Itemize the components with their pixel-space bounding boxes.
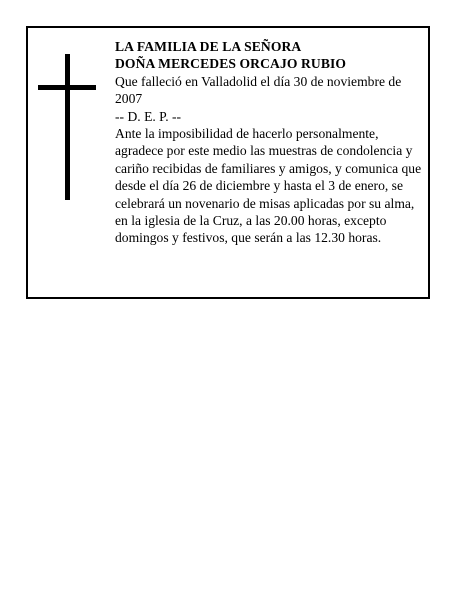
notice-dep: -- D. E. P. -- bbox=[115, 108, 182, 124]
notice-text bbox=[115, 38, 423, 247]
cross-vertical-bar bbox=[65, 54, 70, 200]
obituary-notice bbox=[26, 26, 430, 299]
notice-body: Ante la imposibilidad de hacerlo personalmente, agradece por este medio las muestras de condolencia y cariño recibidas de familiares y amigos, y comunica que desde el día 26 de diciembre y hasta el 3 de enero, se celebrará un novenario de misas aplicadas por su alma, en la iglesia de la Cruz, a las 20.00 horas, excepto domingos y festivos, que serán a las 12.30 horas. bbox=[115, 126, 422, 246]
cross-horizontal-bar bbox=[38, 85, 96, 90]
notice-heading-name: DOÑA MERCEDES ORCAJO RUBIO bbox=[115, 56, 347, 72]
notice-heading-family: LA FAMILIA DE LA SEÑORA bbox=[115, 39, 302, 54]
notice-death-line: Que falleció en Valladolid el día 30 de noviembre de 2007 bbox=[115, 73, 402, 107]
cross-icon bbox=[38, 54, 96, 200]
